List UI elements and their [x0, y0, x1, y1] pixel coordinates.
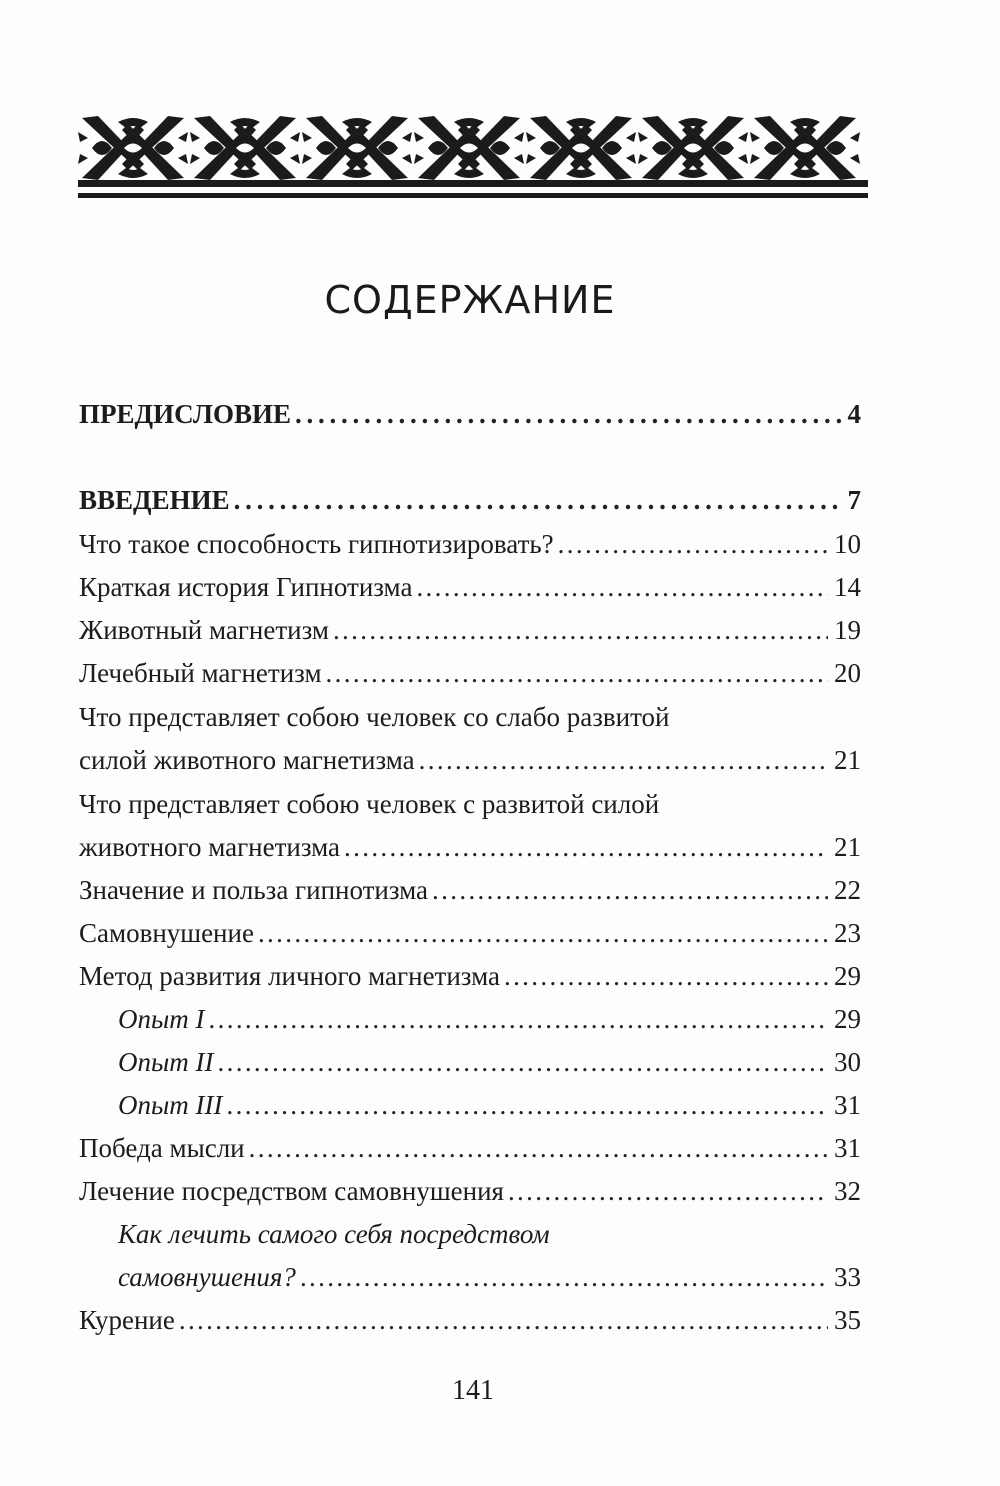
- toc-entry-page: 20: [834, 658, 861, 688]
- toc-entry-label: Что такое способность гипнотизировать?: [79, 529, 554, 559]
- toc-entry[interactable]: [79, 870, 861, 910]
- ornament-pattern-icon: [78, 110, 868, 200]
- toc-entry[interactable]: [79, 524, 861, 564]
- toc-subentry[interactable]: [118, 1042, 861, 1082]
- dot-leader: [295, 394, 841, 434]
- toc-entry-label: Опыт III: [118, 1090, 223, 1120]
- dot-leader: [508, 1171, 828, 1211]
- toc-entry-page: 14: [834, 572, 861, 602]
- toc-entry[interactable]: [79, 1300, 861, 1340]
- dot-leader: [504, 956, 828, 996]
- dot-leader: [249, 1128, 828, 1168]
- toc-entry-label-line1: Что представляет собою человек со слабо развитой: [79, 702, 670, 732]
- toc-entry-page: 29: [834, 1004, 861, 1034]
- toc-entry-page: 4: [847, 399, 861, 429]
- toc-subentry-line1[interactable]: [118, 1214, 861, 1254]
- toc-entry-label: силой животного магнетизма: [79, 745, 415, 775]
- dot-leader: [558, 524, 828, 564]
- toc-entry-label-line1: Что представляет собою человек с развитой силой: [79, 789, 660, 819]
- toc-entry-page: 30: [834, 1047, 861, 1077]
- toc-entry-label: Метод развития личного магнетизма: [79, 961, 500, 991]
- toc-entry[interactable]: [79, 610, 861, 650]
- toc-entry[interactable]: [79, 653, 861, 693]
- toc-entry-label: Краткая история Гипнотизма: [79, 572, 413, 602]
- dot-leader: [227, 1085, 828, 1125]
- toc-entry-label: Животный магнетизм: [79, 615, 329, 645]
- toc-entry[interactable]: [79, 1171, 861, 1211]
- toc-entry-label: животного магнетизма: [79, 832, 341, 862]
- dot-leader: [326, 653, 828, 693]
- toc-entry-page: 32: [834, 1176, 861, 1206]
- toc-entry-page: 10: [834, 529, 861, 559]
- toc-entry-page: 31: [834, 1133, 861, 1163]
- toc-entry[interactable]: [79, 1128, 861, 1168]
- dot-leader: [218, 1042, 828, 1082]
- toc-entry[interactable]: [79, 567, 861, 607]
- toc-entry-label-line1: Как лечить самого себя посредством: [118, 1219, 550, 1249]
- toc-entry-label: Опыт II: [118, 1047, 214, 1077]
- toc-entry-line1[interactable]: [79, 697, 861, 737]
- dot-leader: [333, 610, 828, 650]
- toc-subentry[interactable]: [118, 1085, 861, 1125]
- dot-leader: [209, 999, 828, 1039]
- toc-entry-preface[interactable]: [79, 394, 861, 434]
- toc-entry[interactable]: [79, 740, 861, 780]
- toc-entry-label: ПРЕДИСЛОВИЕ: [79, 399, 292, 429]
- dot-leader: [344, 827, 828, 867]
- toc-entry-label: самовнушения?: [118, 1262, 296, 1292]
- toc-entry-label: Опыт I: [118, 1004, 205, 1034]
- toc-entry-page: 23: [834, 918, 861, 948]
- dot-leader: [179, 1300, 828, 1340]
- toc-subentry[interactable]: [118, 999, 861, 1039]
- toc-entry-label: Победа мысли: [79, 1133, 245, 1163]
- toc-entry[interactable]: [79, 913, 861, 953]
- toc-entry-label: Лечебный магнетизм: [79, 658, 322, 688]
- toc-entry-label: Значение и польза гипнотизма: [79, 875, 429, 905]
- toc-entry-label: Курение: [79, 1305, 175, 1335]
- toc-entry-page: 35: [834, 1305, 861, 1335]
- toc-entry[interactable]: [79, 956, 861, 996]
- dot-leader: [300, 1257, 828, 1297]
- dot-leader: [419, 740, 828, 780]
- toc-subentry[interactable]: [118, 1257, 861, 1297]
- toc-entry-label: Лечение посредством самовнушения: [79, 1176, 504, 1206]
- toc-entry-label: Самовнушение: [79, 918, 254, 948]
- dot-leader: [258, 913, 828, 953]
- toc-entry-page: 22: [834, 875, 861, 905]
- dot-leader: [416, 567, 828, 607]
- dot-leader: [432, 870, 828, 910]
- toc-entry[interactable]: [79, 827, 861, 867]
- toc-entry-page: 7: [847, 485, 861, 515]
- page-number: 141: [452, 1375, 494, 1406]
- toc-entry-page: 31: [834, 1090, 861, 1120]
- page-title: СОДЕРЖАНИЕ: [324, 278, 616, 322]
- toc-entry-label: ВВЕДЕНИЕ: [79, 485, 230, 515]
- toc-entry-page: 29: [834, 961, 861, 991]
- toc-entry-page: 33: [834, 1262, 861, 1292]
- toc-entry-page: 21: [834, 745, 861, 775]
- toc-entry-line1[interactable]: [79, 784, 861, 824]
- toc-entry-page: 21: [834, 832, 861, 862]
- toc-entry-page: 19: [834, 615, 861, 645]
- dot-leader: [234, 480, 842, 520]
- decorative-border-ornament: [78, 110, 868, 200]
- toc-entry-introduction[interactable]: [79, 480, 861, 520]
